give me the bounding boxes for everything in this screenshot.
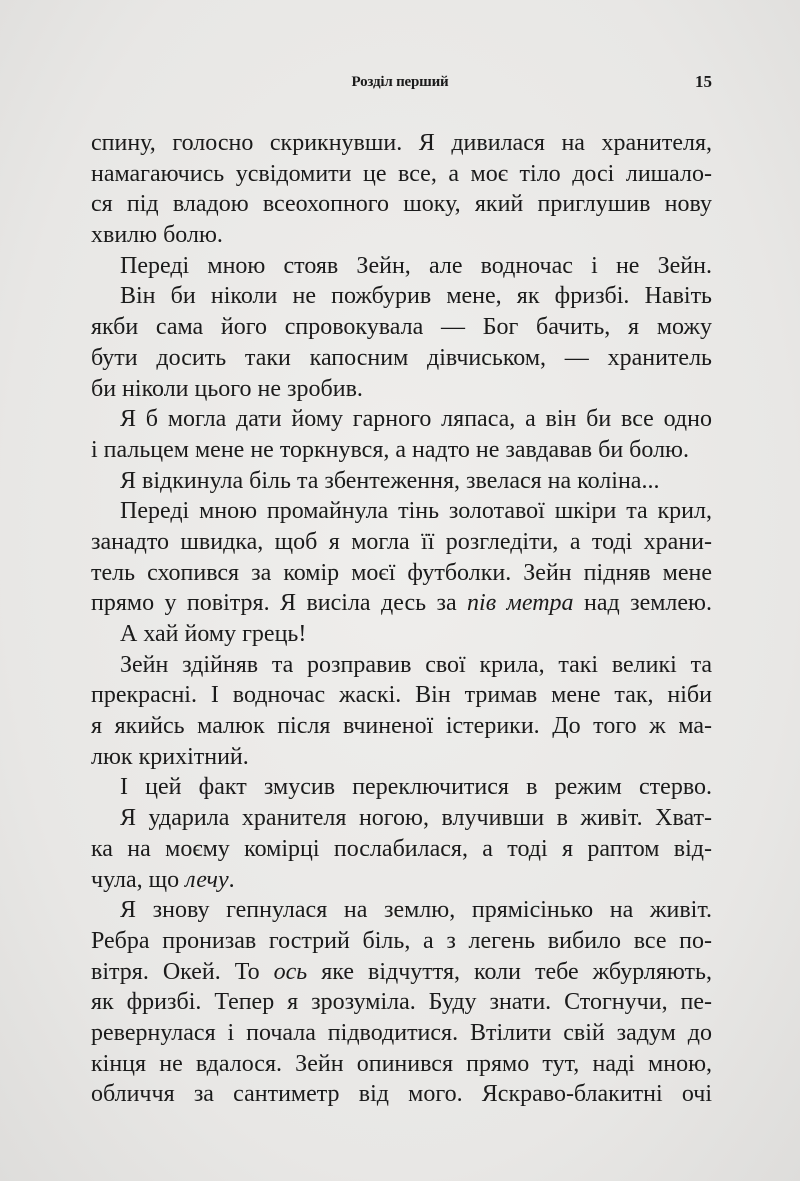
italic-text: лечу [185, 866, 229, 893]
text-segment: Він би ніколи не пожбурив мене, як фризбі. Навіть [120, 283, 712, 310]
text-segment: спину, голосно скрикнувши. Я дивилася на хранителя, [91, 130, 712, 156]
text-line-content [91, 189, 712, 220]
text-line-content [91, 343, 712, 374]
text-segment: як фризбі. Тепер я зрозуміла. Буду знати. Стогнучи, пе- [91, 989, 712, 1016]
text-line-content [120, 772, 712, 803]
text-line [91, 466, 712, 497]
text-line [91, 742, 712, 773]
text-segment: хвилю болю. [91, 222, 223, 249]
text-segment: ся під владою всеохопного шоку, який приглушив нову [91, 191, 712, 218]
text-line [91, 926, 712, 957]
text-line-content [91, 374, 363, 405]
text-line [91, 435, 712, 466]
text-segment: прекрасні. І водночас жаскі. Він тримав мене так, ніби [91, 682, 712, 709]
text-line [91, 1018, 712, 1049]
text-segment: І цей факт змусив переключитися в режим стерво. [120, 774, 712, 801]
text-line-content [91, 1079, 712, 1110]
text-line-content [91, 957, 712, 988]
text-line-content [91, 128, 712, 159]
text-segment: Зейн здійняв та розправив свої крила, такі великі та [120, 651, 712, 678]
text-segment: якби сама його спровокувала — Бог бачить, я можу [91, 314, 712, 341]
text-segment: Я б могла дати йому гарного ляпаса, а він би все одно [120, 406, 712, 433]
page-number: 15 [695, 72, 712, 91]
text-line [91, 159, 712, 190]
text-line-content [120, 803, 712, 834]
text-line-content [91, 926, 712, 957]
text-segment: би ніколи цього не зробив. [91, 375, 363, 402]
text-line-content [91, 435, 689, 466]
text-segment: яке відчуття, коли тебе жбурляють, [307, 958, 712, 985]
text-line [91, 619, 712, 650]
text-segment: Я знову гепнулася на землю, прямісінько на живіт. [120, 897, 712, 924]
text-line-content [91, 1049, 712, 1080]
text-line [91, 895, 712, 926]
text-segment: занадто швидка, щоб я могла її розгледіти, а тоді храни- [91, 528, 712, 555]
text-line [91, 312, 712, 343]
text-segment: обличчя за сантиметр від мого. Яскраво-блакитні очі [91, 1081, 712, 1108]
text-line [91, 527, 712, 558]
text-line [91, 865, 712, 896]
text-line [91, 404, 712, 435]
text-line-content [120, 650, 712, 681]
text-segment: бути досить таки капосним дівчиськом, — хранитель [91, 344, 712, 371]
text-segment: намагаючись усвідомити це все, а моє тіло досі лишало- [91, 160, 712, 187]
text-line [91, 558, 712, 589]
text-segment: люк крихітний. [91, 743, 249, 770]
running-header-chapter-title: Розділ перший [351, 74, 449, 90]
text-segment: ревернулася і почала підводитися. Втілити свій задум до [91, 1019, 712, 1046]
text-line-content [120, 466, 659, 497]
text-segment: кінця не вдалося. Зейн опинився прямо тут, наді мною, [91, 1050, 712, 1077]
text-line [91, 374, 712, 405]
text-segment: А хай йому грець! [120, 621, 307, 647]
text-line [91, 957, 712, 988]
text-line [91, 1049, 712, 1080]
text-line-content [91, 834, 712, 865]
text-line-content [91, 558, 712, 589]
text-segment: чула, що [91, 866, 186, 893]
text-line-content [120, 496, 712, 527]
text-line [91, 496, 712, 527]
text-segment: над землею. [573, 590, 712, 617]
text-line-content [91, 1018, 712, 1049]
text-line [91, 251, 712, 282]
text-line-content [120, 895, 712, 926]
text-segment: Переді мною стояв Зейн, але водночас і не Зейн. [120, 252, 712, 279]
text-line-content [120, 281, 712, 312]
text-segment: Я відкинула біль та збентеження, звелася на коліна... [120, 467, 660, 494]
text-line [91, 834, 712, 865]
text-line-content [120, 619, 306, 650]
text-line [91, 128, 712, 159]
text-segment: вітря. Окей. То [91, 958, 274, 985]
text-line [91, 987, 712, 1018]
text-line [91, 588, 712, 619]
text-line [91, 1079, 712, 1110]
text-line-content [91, 588, 712, 619]
italic-text: пів метра [467, 590, 574, 617]
italic-text: ось [273, 958, 308, 985]
text-line [91, 343, 712, 374]
text-line-content [91, 680, 712, 711]
text-segment: прямо у повітря. Я висіла десь за [91, 590, 468, 617]
text-line-content [91, 742, 249, 773]
text-line [91, 680, 712, 711]
text-line-content [91, 220, 223, 251]
text-line-content [91, 527, 712, 558]
text-line [91, 650, 712, 681]
text-line-content [120, 251, 712, 282]
text-line [91, 711, 712, 742]
text-line [91, 281, 712, 312]
text-line [91, 803, 712, 834]
text-line-content [91, 987, 712, 1018]
text-line-content [120, 404, 712, 435]
text-line-content [91, 711, 712, 742]
text-line [91, 772, 712, 803]
text-segment: Я ударила хранителя ногою, влучивши в живіт. Хват- [120, 805, 712, 832]
text-line-content [91, 312, 712, 343]
body-text [91, 128, 712, 1110]
text-segment: ка на моєму комірці послабилася, а тоді я раптом від- [91, 835, 712, 862]
text-segment: і пальцем мене не торкнувся, а надто не завдавав би болю. [91, 436, 689, 463]
text-line-content [91, 159, 712, 190]
text-segment: Ребра пронизав гострий біль, а з легень вибило все по- [91, 927, 712, 954]
text-segment: я якийсь малюк після вчиненої істерики. До того ж ма- [91, 713, 712, 740]
text-line [91, 220, 712, 251]
text-segment: . [228, 866, 235, 893]
text-segment: тель схопився за комір моєї футболки. Зейн підняв мене [91, 559, 712, 586]
text-line [91, 189, 712, 220]
text-segment: Переді мною промайнула тінь золотавої шкіри та крил, [120, 498, 712, 525]
text-line-content [91, 865, 235, 896]
